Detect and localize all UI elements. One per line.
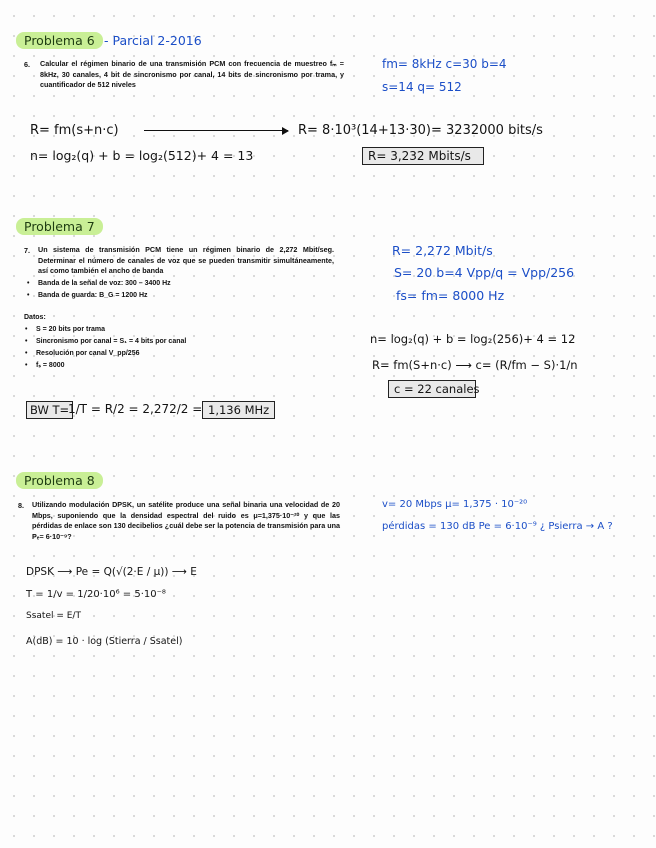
problem-8-line-4: A(dB) = 10 · log (Stierra / Ssatel): [26, 636, 183, 647]
problem-6-subtitle: - Parcial 2-2016: [104, 33, 202, 48]
problem-6-statement: Calcular el régimen binario de una transmisión PCM con frecuencia de muestreo fₘ = 8kHz, 30 canales, 4 bit de sincronismo por canal, 14 bits de sincronismo por trama, y cuantificador de 512 niveles: [40, 59, 344, 90]
problem-7-dato-3: • Resolución por canal V_pp/256: [36, 349, 139, 360]
problem-6-data-line-1: fm= 8kHz c=30 b=4: [382, 57, 507, 71]
problem-8-line-1: DPSK ⟶ Pe = Q(√(2·E / μ)) ⟶ E: [26, 566, 197, 578]
problem-8-line-3: Ssatel = E/T: [26, 611, 81, 621]
problem-8-tag: Problema 8: [16, 472, 103, 489]
problem-7-given-1: R= 2,272 Mbit/s: [392, 243, 493, 258]
problem-8-line-2: T = 1/v = 1/20·10⁶ = 5·10⁻⁸: [26, 589, 166, 600]
problem-8-given-2: pérdidas = 130 dB Pe = 6·10⁻⁹ ¿ Psierra → A ?: [382, 521, 613, 532]
problem-6-formula-r: R= fm(s+n·c): [30, 123, 119, 138]
problem-7-statement: Un sistema de transmisión PCM tiene un régimen binario de 2,272 Mbit/seg. Determinar el número de canales de voz que se pueden transmitir simultáneamente, así como también el ancho de banda: [38, 245, 334, 276]
problem-6-tag: Problema 6: [16, 32, 103, 49]
problem-7-bullet-2: • Banda de guarda: B_G = 1200 Hz: [38, 291, 148, 302]
problem-8-number: 8.: [18, 501, 24, 510]
problem-7-answer-c: c = 22 canales: [388, 380, 476, 398]
problem-7-dato-4: • fₛ = 8000: [36, 361, 65, 372]
problem-7-number: 7.: [24, 246, 30, 255]
problem-6-arrow: [144, 130, 288, 131]
problem-7-bullet-1: • Banda de la señal de voz: 300 – 3400 Hz: [38, 279, 171, 290]
problem-7-given-2: S= 20 b=4 Vpp/q = Vpp/256: [394, 265, 575, 280]
problem-8-statement: Utilizando modulación DPSK, un satélite produce una señal binaria una velocidad de 20 Mbps, suponiendo que la densidad espectral del ruido es μ=1,375·10⁻²⁰ y que las pérdidas de enlace son 130 decibelios ¿cuál debe ser la potencia de transmisión para una Pₑ= 6·10⁻⁹?: [32, 500, 340, 541]
problem-7-bw-equation: 1/T = R/2 = 2,272/2 =: [68, 402, 203, 416]
problem-8-given-1: v= 20 Mbps μ= 1,375 · 10⁻²⁰: [382, 499, 528, 510]
problem-6-result-r: R= 8·10³(14+13·30)= 3232000 bits/s: [298, 123, 543, 138]
problem-6-formula-n: n= log₂(q) + b = log₂(512)+ 4 = 13: [30, 148, 254, 163]
problem-7-dato-2: • Sincronismo por canal = S₁ = 4 bits por canal: [36, 337, 186, 348]
problem-7-given-3: fs= fm= 8000 Hz: [396, 288, 505, 303]
problem-7-calc-n: n= log₂(q) + b = log₂(256)+ 4 = 12: [370, 332, 576, 346]
problem-7-bw-answer: 1,136 MHz: [202, 401, 275, 419]
problem-7-bw-label: BW T=: [26, 401, 73, 419]
problem-6-number: 6.: [24, 60, 30, 69]
problem-6-data-line-2: s=14 q= 512: [382, 80, 462, 94]
problem-7-tag: Problema 7: [16, 218, 103, 235]
problem-7-datos-label: Datos:: [24, 314, 46, 321]
problem-6-answer-box: R= 3,232 Mbits/s: [362, 147, 484, 165]
problem-7-calc-r: R= fm(S+n·c) ⟶ c= (R/fm − S)·1/n: [372, 358, 578, 372]
problem-7-dato-1: • S = 20 bits por trama: [36, 325, 105, 336]
